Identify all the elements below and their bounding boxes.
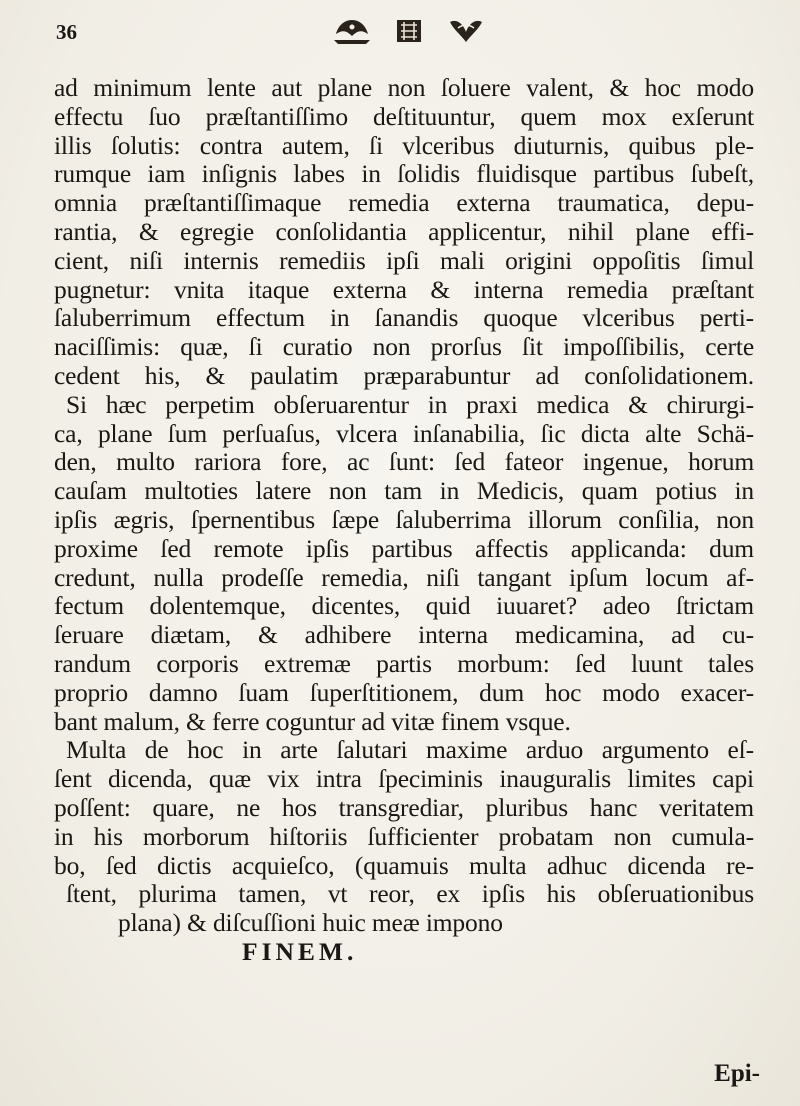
text-line: in his morborum hiſtoriis ſufficienter probatam non cumula- [54,821,754,851]
text-line: rantia, & egregie conſolidantia applicentur, nihil plane effi- [54,216,754,246]
text-line: cedent his, & paulatim præparabuntur ad conſolidationem. [54,360,754,390]
fleuron-left-icon [330,16,374,46]
catchword: Epi- [714,1060,760,1087]
text-line: ſent dicenda, quæ vix intra ſpeciminis inauguralis limites capi [54,764,754,794]
text-line: bant malum, & ferre coguntur ad vitæ finem vsque. [54,706,571,736]
body-text [54,74,754,967]
header-ornament [330,16,488,46]
text-line: illis ſolutis: contra autem, ſi vlceribus diuturnis, quibus ple- [54,130,754,160]
text-line: poſſent: quare, ne hos transgrediar, pluribus hanc veritatem [54,792,754,822]
text-line: ſaluberrimum effectum in ſanandis quoque vlceribus perti- [54,303,754,333]
text-line: Si hæc perpetim obſeruarentur in praxi medica & chirurgi- [66,389,754,419]
text-line: proprio damno ſuam ſuperſtitionem, dum hoc modo exacer- [54,677,754,707]
text-line: ipſis ægris, ſpernentibus ſæpe ſaluberrima illorum conſilia, non [54,504,754,534]
text-line: den, multo rariora fore, ac ſunt: ſed fateor ingenue, horum [54,447,754,477]
text-line: naciſſimis: quæ, ſi curatio non prorſus ſit impoſſibilis, certe [54,332,754,362]
text-line: ſtent, plurima tamen, vt reor, ex ipſis his obſeruationibus [66,879,754,909]
text-line: credunt, nulla prodeſſe remedia, niſi tangant ipſum locum af- [54,562,754,592]
text-line: plana) & diſcuſſioni huic meæ impono [118,908,503,938]
text-line: ca, plane ſum perſuaſus, vlcera inſanabilia, ſic dicta alte Schä- [54,418,754,448]
page-header [40,10,760,60]
text-line: omnia præſtantiſſimaque remedia externa traumatica, depu- [54,188,754,218]
fleuron-right-icon [444,16,488,46]
fleuron-center-icon [392,16,426,46]
finis-line: FINEM. [242,936,358,966]
text-line: Multa de hoc in arte ſalutari maxime arduo argumento eſ- [66,735,754,765]
text-line: bo, ſed dictis acquieſco, (quamuis multa adhuc dicenda re- [54,850,754,880]
text-line: rumque iam inſignis labes in ſolidis fluidisque partibus ſubeſt, [54,159,754,189]
text-line: ad minimum lente aut plane non ſoluere valent, & hoc modo [54,73,754,102]
text-line: randum corporis extremæ partis morbum: ſed luunt tales [54,648,754,678]
text-line: pugnetur: vnita itaque externa & interna remedia præſtant [54,274,754,304]
text-line: cient, niſi internis remediis ipſi mali origini oppoſitis ſimul [54,245,754,275]
text-line: effectu ſuo præſtantiſſimo deſtituuntur, quem mox exſerunt [54,101,754,131]
text-line: cauſam multoties latere non tam in Medicis, quam potius in [54,476,754,506]
text-line: fectum dolentemque, dicentes, quid iuuaret? adeo ſtrictam [54,591,754,621]
page-number: 36 [56,20,77,44]
text-line: proxime ſed remote ipſis partibus affectis applicanda: dum [54,533,754,563]
text-line: ſeruare diætam, & adhibere interna medicamina, ad cu- [54,620,754,650]
